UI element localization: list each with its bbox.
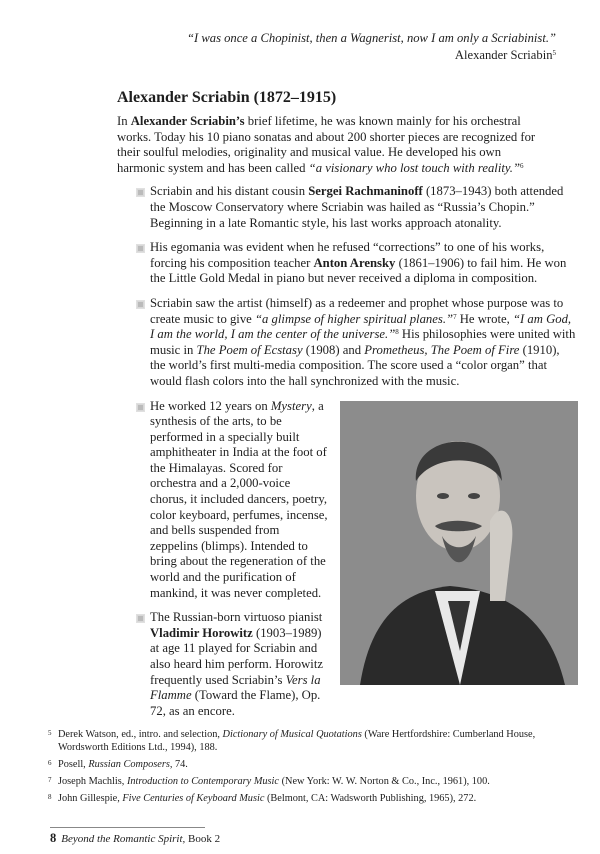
footnote (50, 792, 570, 805)
footnote (50, 728, 570, 754)
square-bullet-icon (136, 244, 145, 253)
text-segment: John Gillespie, (58, 793, 123, 805)
footnote-number: 8 (48, 793, 52, 802)
text-segment: “a visionary who lost touch with reality.” (308, 160, 521, 175)
footnote (50, 775, 570, 788)
main-content (117, 64, 578, 728)
page-footer (50, 831, 600, 846)
footnote-ref: 7 (453, 312, 457, 321)
text-segment: He wrote, (456, 311, 513, 326)
text-segment: Sergei Rachmaninoff (308, 184, 423, 199)
section-heading: Alexander Scriabin (1872–1915) (117, 89, 337, 106)
text-segment: Mystery (270, 398, 312, 413)
square-bullet-icon (136, 188, 145, 197)
footnote-ref: 8 (395, 328, 399, 337)
text-segment: In (117, 114, 131, 128)
text-segment: brief lifetime, he was known mainly for his orchestral works. Today his 10 piano sonatas and about 200 shorter pieces are recognized for their soulful melodies, originality and musical value. He developed his own harmonic system and has been called (117, 114, 536, 175)
book-volume: Book 2 (185, 833, 221, 846)
footer-divider (50, 827, 205, 828)
text-segment: Alexander Scriabin’s (130, 114, 245, 128)
text-segment: (1903–1989) at age 11 played for Scriabin and also heard him perform. Horowitz frequently used Scriabin’s (150, 625, 323, 687)
bullet-item (150, 296, 578, 390)
text-segment: “a glimpse of higher spiritual planes.” (254, 311, 454, 326)
square-bullet-icon (136, 403, 145, 412)
epigraph (0, 30, 556, 64)
text-segment: His egomania was evident when he refused “corrections” to one of his works, forcing his composition teacher (150, 240, 545, 270)
text-segment: Prometheus, The Poem of Fire (364, 342, 520, 357)
text-segment: Russian Composers, (88, 759, 173, 771)
text-segment: Vladimir Horowitz (150, 625, 253, 640)
bullet-item (150, 184, 578, 231)
text-segment: Derek Watson, ed., intro. and selection, (58, 729, 223, 741)
text-segment: Five Centuries of Keyboard Music (122, 793, 265, 805)
text-segment: (1873–1943) both attended the Moscow Conservatory where Scriabin was hailed as “Russia’s Chopin.” Beginning in a late Romantic style, his last works approach atonality. (150, 184, 564, 230)
text-segment: (Toward the Flame), Op. 72, as an encore. (150, 688, 321, 718)
bullet-item (150, 240, 578, 287)
footnote (50, 758, 570, 771)
text-segment: (1910), the world’s first multi-media composition. The score used a “color organ” that would flash colors into the hall synchronized with the music. (150, 342, 560, 388)
text-segment: He worked 12 years on (150, 398, 271, 413)
book-title: Beyond the Romantic Spirit, (61, 833, 186, 846)
text-segment: (1908) and (302, 342, 365, 357)
text-segment: The Poem of Ecstasy (196, 342, 303, 357)
page-number: 8 (50, 831, 57, 846)
text-segment: 74. (172, 759, 188, 771)
text-segment: (1861–1906) to fail him. He won the Little Gold Medal in piano but never received a diploma in composition. (150, 255, 567, 286)
text-segment: (New York: W. W. Norton & Co., Inc., 1961), 100. (279, 776, 490, 788)
square-bullet-icon (136, 300, 145, 309)
epigraph-author: Alexander Scriabin (454, 48, 553, 62)
text-segment: Scriabin saw the artist (himself) as a redeemer and prophet whose purpose was to create music to give (150, 295, 564, 326)
text-segment: Vers la Flamme (150, 672, 321, 703)
text-segment: Posell, (58, 759, 89, 771)
text-segment: Joseph Machlis, (58, 776, 127, 788)
text-segment: Anton Arensky (313, 255, 396, 270)
bullet-item (150, 610, 578, 719)
footnote-ref: 5 (552, 49, 556, 57)
text-segment: The Russian-born virtuoso pianist (150, 610, 323, 625)
footnotes (50, 728, 600, 809)
square-bullet-icon (136, 614, 145, 623)
bullet-list (150, 184, 578, 728)
text-segment: (Belmont, CA: Wadsworth Publishing, 1965), 272. (264, 793, 477, 805)
bullet-item (150, 399, 578, 602)
footnote-number: 7 (48, 776, 52, 785)
text-segment: , a synthesis of the arts, to be performed in a specially built amphitheater in India at the foot of the Himalayas. Scored for orchestra and a 2,000-voice chorus, it included dancers, poetry, color keyboard, perfumes, incense, and bells suspended from zeppelins (blimps). Intended to bring about the regeneration of the world and the purification of mankind, it was never completed. (150, 398, 328, 600)
text-segment: Scriabin and his distant cousin (150, 184, 309, 199)
epigraph-quote: “I was once a Chopinist, then a Wagnerist, now I am only a Scriabinist.” (187, 31, 556, 45)
text-segment: (Ware Hertfordshire: Cumberland House, Wordsworth Editions Ltd., 1994), 188. (58, 729, 536, 754)
text-segment: Dictionary of Musical Quotations (222, 729, 362, 741)
footnote-number: 5 (48, 729, 52, 738)
text-segment: Introduction to Contemporary Music (126, 776, 279, 788)
footnote-ref: 6 (520, 161, 524, 170)
intro-paragraph (117, 114, 547, 176)
text-segment: His philosophies were united with music in (150, 327, 576, 357)
footnote-number: 6 (48, 759, 52, 768)
text-segment: “I am God, I am the world, I am the center of the universe.” (150, 311, 572, 342)
